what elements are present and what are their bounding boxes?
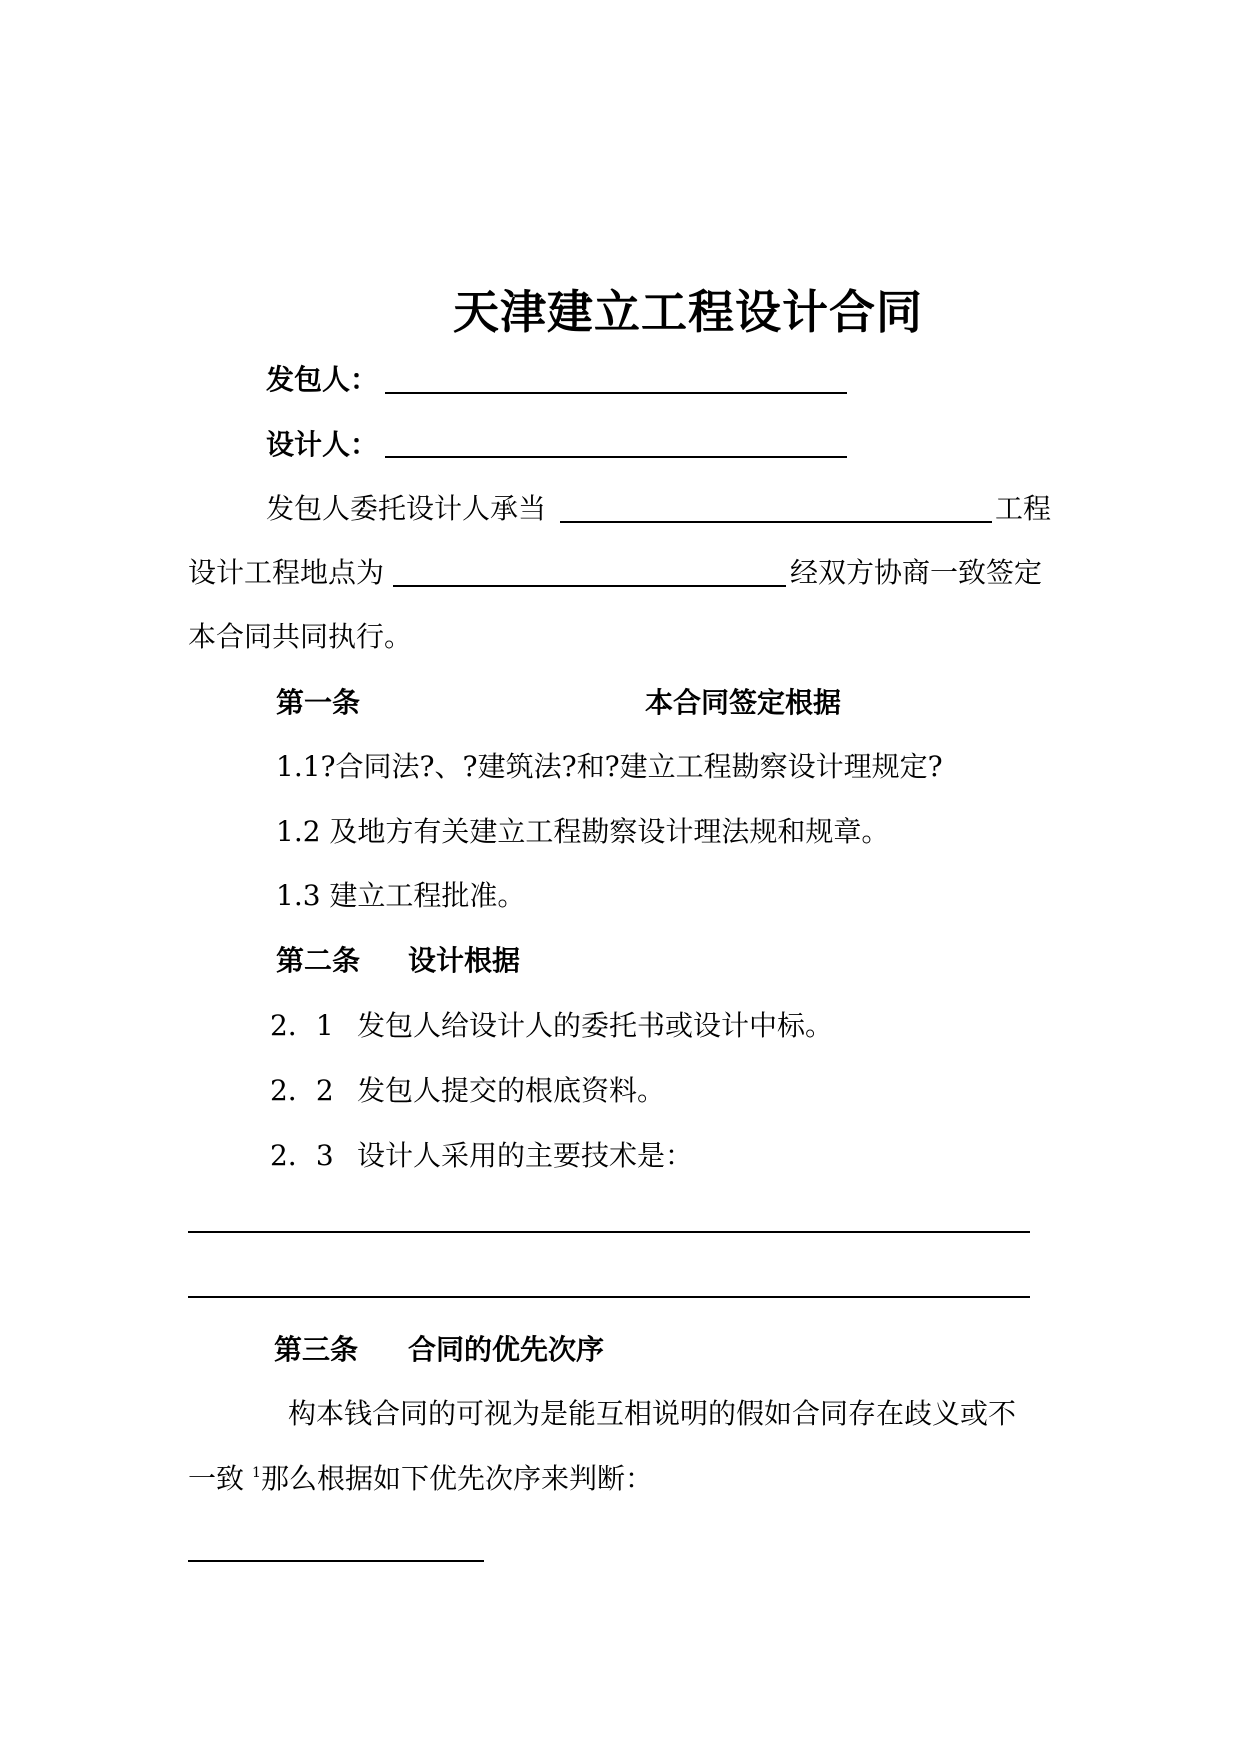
- intro-line2-suffix: 经双方协商一致签定: [790, 556, 1043, 589]
- article1-item-3: 1.3 建立工程批准。: [276, 879, 526, 912]
- article1-item-1: 1.1?合同法?、?建筑法?和?建立工程勘察设计理规定?: [276, 750, 943, 783]
- intro-line3: 本合同共同执行。: [188, 620, 413, 653]
- article2-item-3-number: 2．3: [270, 1139, 334, 1172]
- project-location-blank-line: [393, 585, 786, 587]
- employer-blank-line: [385, 392, 847, 394]
- technology-blank-line-1: [188, 1231, 1030, 1233]
- designer-label: 设计人：: [266, 428, 379, 461]
- intro-line1-prefix: 发包人委托设计人承当: [266, 492, 547, 525]
- employer-label: 发包人：: [266, 363, 379, 396]
- article3-title: 合同的优先次序: [408, 1333, 605, 1366]
- article1-title: 本合同签定根据: [645, 686, 842, 719]
- footnote-reference-mark: 1: [252, 1465, 261, 1481]
- footnote-separator: [188, 1560, 484, 1562]
- designer-blank-line: [385, 456, 847, 458]
- article3-paragraph-line1: 构本钱合同的可视为是能互相说明的假如合同存在歧义或不: [288, 1397, 1017, 1430]
- article3-number: 第三条: [274, 1333, 359, 1366]
- article1-item-2: 1.2 及地方有关建立工程勘察设计理法规和规章。: [276, 815, 890, 848]
- document-title: 天津建立工程设计合同: [453, 285, 923, 339]
- intro-line2-prefix: 设计工程地点为: [188, 556, 385, 589]
- article2-item-1-text: 发包人给设计人的委托书或设计中标。: [357, 1009, 834, 1042]
- article2-number: 第二条: [276, 944, 361, 977]
- technology-blank-line-2: [188, 1296, 1030, 1298]
- article1-number: 第一条: [276, 686, 361, 719]
- article2-item-1-number: 2．1: [270, 1009, 334, 1042]
- intro-line1-suffix: 工程: [995, 492, 1052, 525]
- article2-item-2-number: 2．2: [270, 1074, 334, 1107]
- article3-paragraph-line2-prefix: 一致: [188, 1462, 245, 1495]
- article2-title: 设计根据: [408, 944, 521, 977]
- article2-item-2-text: 发包人提交的根底资料。: [357, 1074, 666, 1107]
- article2-item-3-text: 设计人采用的主要技术是：: [357, 1139, 694, 1172]
- project-name-blank-line: [560, 521, 992, 523]
- article3-paragraph-line2-suffix: 那么根据如下优先次序来判断：: [261, 1462, 654, 1495]
